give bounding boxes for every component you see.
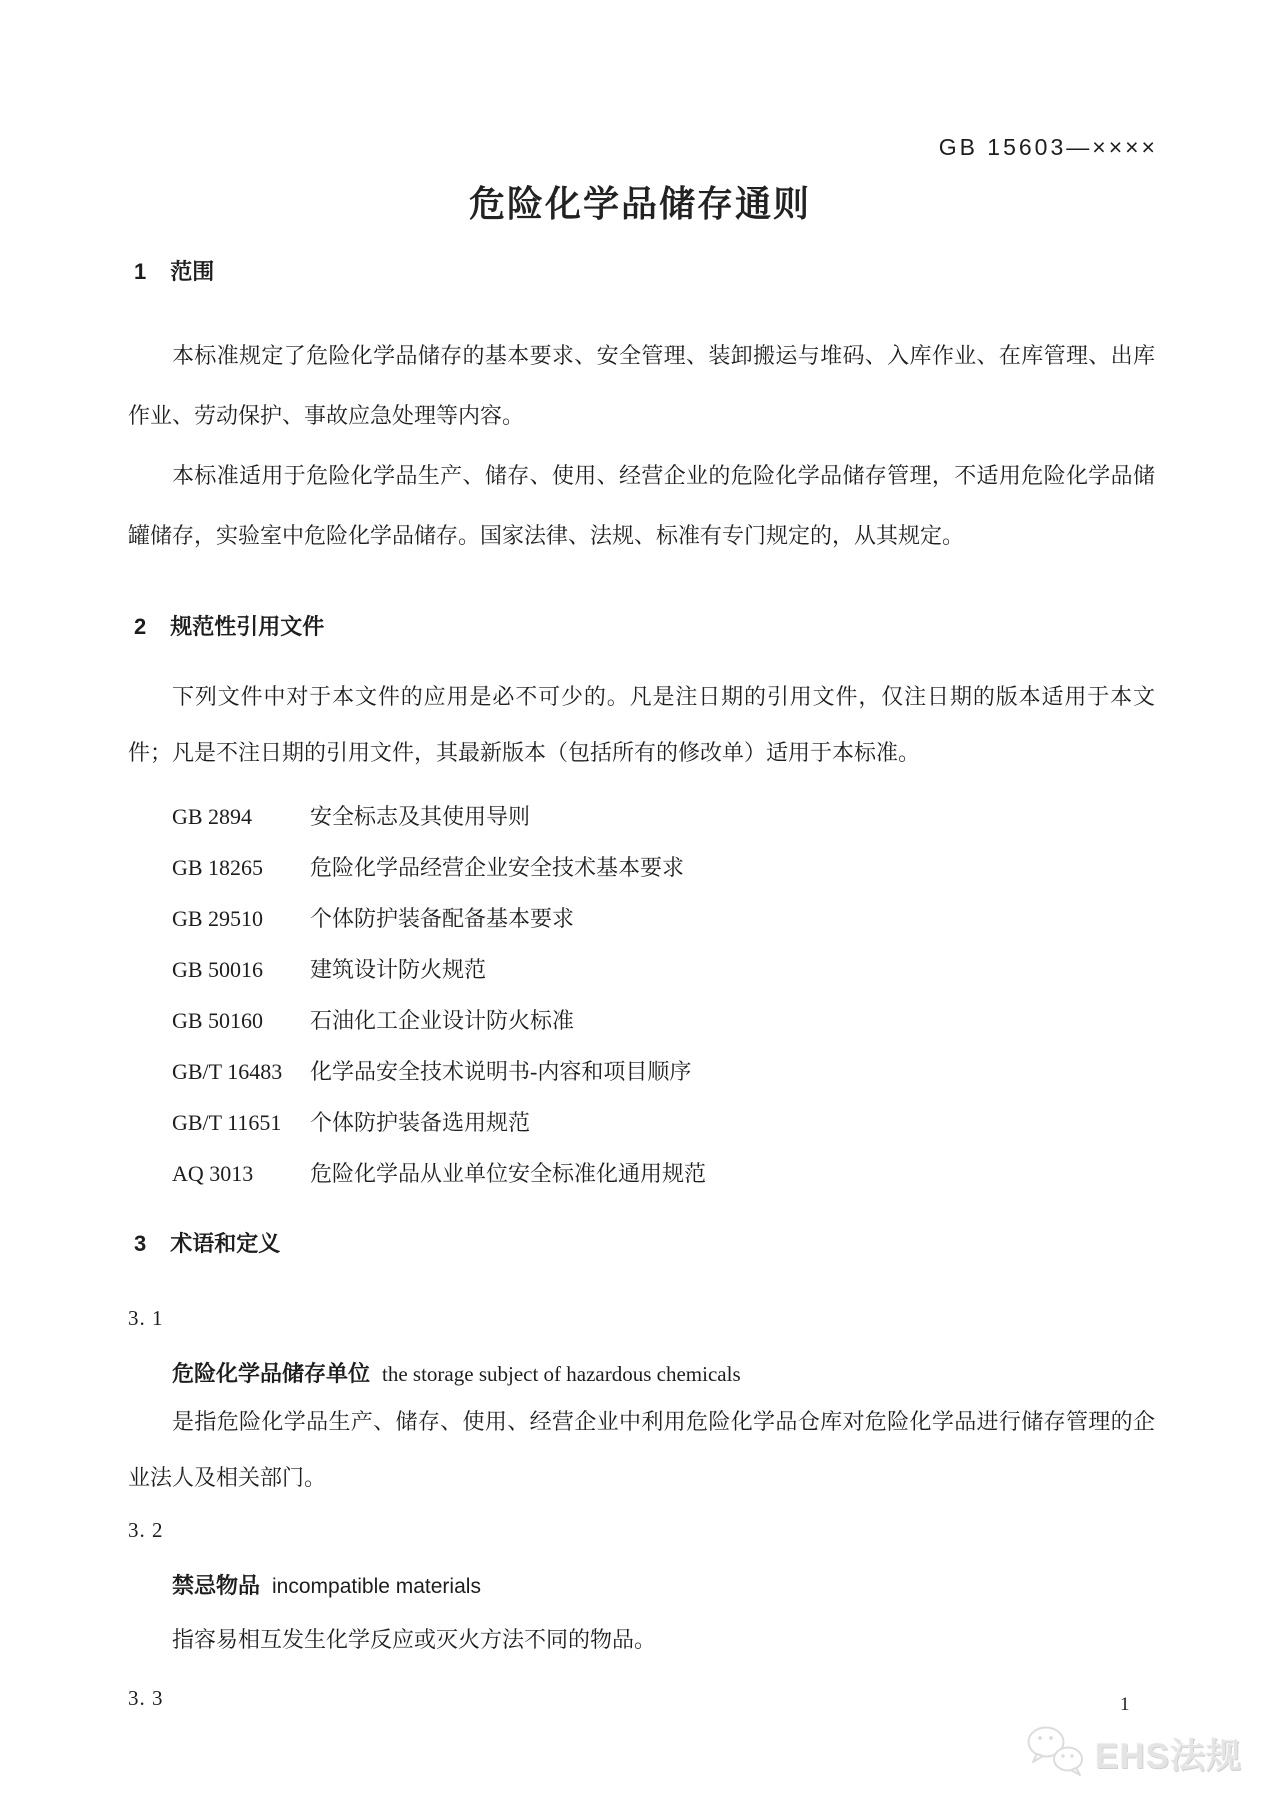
section-1-paragraph: 本标准规定了危险化学品储存的基本要求、安全管理、装卸搬运与堆码、入库作业、在库管理、出库作业、劳动保护、事故应急处理等内容。: [128, 343, 1155, 428]
section-3-heading: [128, 1227, 1155, 1258]
reference-list: [128, 791, 1155, 1199]
reference-title: 化学品安全技术说明书-内容和项目顺序: [310, 1059, 692, 1084]
standard-code: GB 15603—××××: [938, 134, 1158, 160]
term-definition-3-1: 是指危险化学品生产、储存、使用、经营企业中利用危险化学品仓库对危险化学品进行储存管理的企业法人及相关部门。: [128, 1409, 1155, 1490]
term-en: the storage subject of hazardous chemicals: [382, 1362, 741, 1386]
reference-item: [128, 1097, 1155, 1148]
reference-item: [128, 1148, 1155, 1199]
section-3-title: 术语和定义: [170, 1231, 281, 1256]
watermark-text: EHS法规: [1095, 1736, 1242, 1776]
section-1-heading: [128, 255, 1155, 286]
term-definition-3-2: 指容易相互发生化学反应或灭火方法不同的物品。: [172, 1627, 657, 1652]
section-2-heading: [128, 610, 1155, 641]
page-title: 危险化学品储存通则: [468, 183, 811, 224]
term-number-3-3: 3. 3: [128, 1686, 164, 1710]
term-zh: 禁忌物品: [172, 1573, 261, 1598]
wechat-icon: [1025, 1722, 1089, 1785]
reference-item: [128, 842, 1155, 893]
watermark: [1025, 1722, 1242, 1785]
reference-code: AQ 3013: [172, 1161, 254, 1186]
reference-title: 建筑设计防火规范: [310, 957, 487, 982]
section-2-intro: 下列文件中对于本文件的应用是必不可少的。凡是注日期的引用文件，仅注日期的版本适用于本文件；凡是不注日期的引用文件，其最新版本（包括所有的修改单）适用于本标准。: [128, 684, 1155, 765]
reference-code: GB/T 11651: [172, 1110, 282, 1135]
section-1-number: 1: [134, 259, 147, 284]
reference-code: GB 29510: [172, 906, 264, 931]
reference-item: [128, 1046, 1155, 1097]
term-number-3-2: 3. 2: [128, 1518, 164, 1542]
term-en: incompatible materials: [272, 1575, 481, 1598]
reference-title: 危险化学品经营企业安全技术基本要求: [310, 855, 685, 880]
term-heading-3-1: [128, 1357, 1155, 1388]
section-3-number: 3: [134, 1231, 147, 1256]
reference-title: 个体防护装备选用规范: [310, 1110, 531, 1135]
reference-code: GB/T 16483: [172, 1059, 283, 1084]
section-1-paragraph: 本标准适用于危险化学品生产、储存、使用、经营企业的危险化学品储存管理，不适用危险化学品储罐储存，实验室中危险化学品储存。国家法律、法规、标准有专门规定的，从其规定。: [128, 463, 1155, 548]
reference-item: [128, 944, 1155, 995]
term-zh: 危险化学品储存单位: [172, 1361, 371, 1386]
reference-code: GB 2894: [172, 804, 253, 829]
reference-code: GB 50016: [172, 957, 264, 982]
reference-item: [128, 893, 1155, 944]
reference-item: [128, 791, 1155, 842]
reference-title: 安全标志及其使用导则: [310, 804, 531, 829]
term-number-3-1: 3. 1: [128, 1306, 164, 1330]
page-number: 1: [1120, 1694, 1130, 1715]
section-2-title: 规范性引用文件: [170, 614, 325, 639]
document-content: [128, 255, 1155, 1711]
reference-title: 个体防护装备配备基本要求: [310, 906, 575, 931]
reference-code: GB 50160: [172, 1008, 264, 1033]
reference-title: 危险化学品从业单位安全标准化通用规范: [310, 1161, 707, 1186]
reference-code: GB 18265: [172, 855, 264, 880]
section-1-title: 范围: [170, 259, 215, 284]
reference-title: 石油化工企业设计防火标准: [310, 1008, 575, 1033]
term-heading-3-2: [128, 1569, 1155, 1600]
section-2-number: 2: [134, 614, 147, 639]
reference-item: [128, 995, 1155, 1046]
